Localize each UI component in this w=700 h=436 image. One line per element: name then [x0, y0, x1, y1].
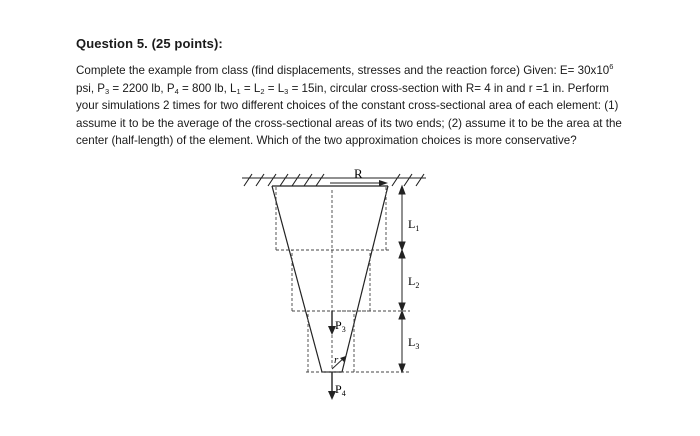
problem-statement: Complete the example from class (find displacements, stresses and the reaction force) Given: $E= 30x10^6$ psi, $P_3 = 2200$ lb, $P_4 = 800$ lb, $L_1 = L_2 = L_3 = 15in$, circular cross-section with R= 4 in and r =1 in. Perform your simulations 2 times for two different choices of the constant cross-sectional area of each element: (1) assume it to be the average of the cross-sectional areas of its two ends; (2) assume it to be the area at the center (half-length) of the element. Which of the two approximation choices is more conservative?	[76, 62, 622, 148]
l2-label: $L_2$	[408, 274, 420, 290]
element-dashed-lines	[276, 186, 410, 372]
reaction-label: R	[354, 166, 363, 181]
l3-label: $L_3$	[408, 335, 420, 351]
tapered-bar-figure	[230, 164, 440, 411]
l1-label: $L_1$	[408, 217, 420, 233]
radius-label: r	[334, 354, 339, 366]
p3-label: $P_3$	[335, 318, 346, 334]
bar-diagram-svg	[230, 164, 440, 406]
fixed-support-hatch	[242, 174, 426, 186]
p4-label: $P_4$	[335, 382, 346, 398]
dimension-arrows	[399, 186, 405, 372]
reaction-arrowhead	[379, 180, 388, 186]
tapered-bar-outline	[272, 186, 388, 372]
question-title: Question 5. (25 points):	[76, 36, 223, 51]
